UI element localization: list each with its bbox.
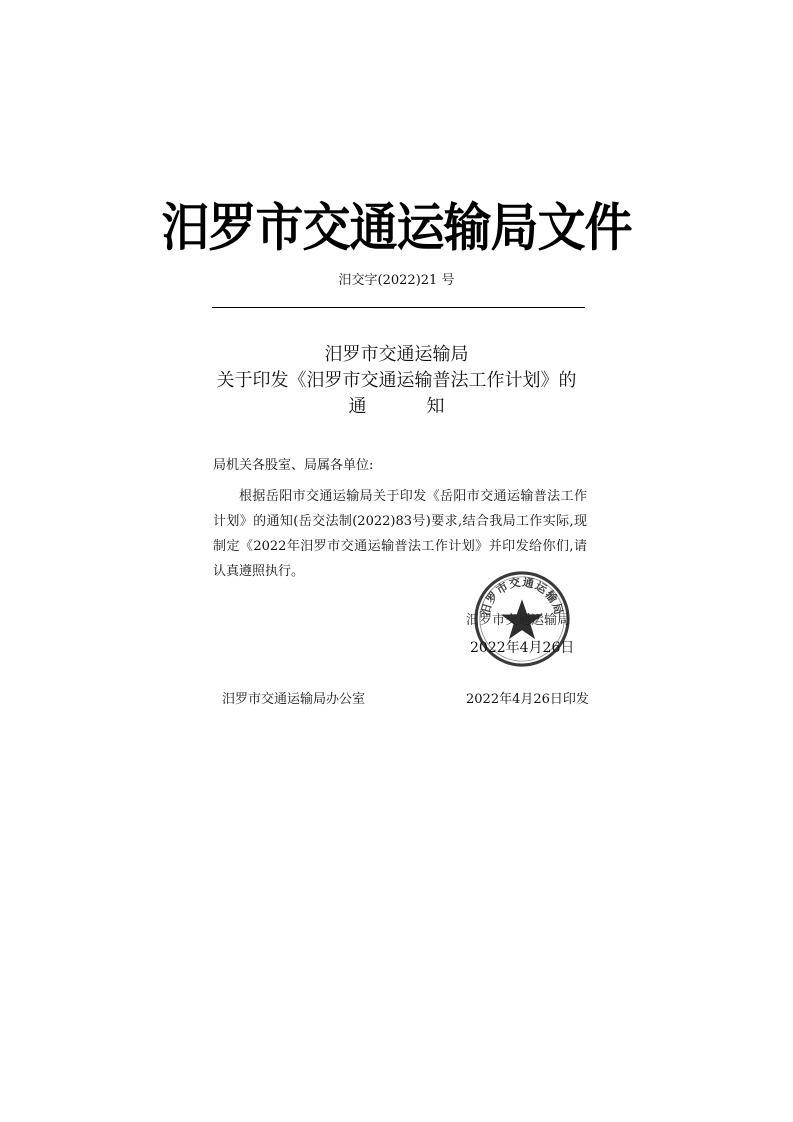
subject-char-a: 通 — [348, 396, 367, 417]
seal-text: 汨罗市交通运输局 — [478, 575, 566, 618]
subject-line-3 — [0, 394, 793, 420]
signing-date: 2022年4月26日 — [470, 640, 575, 656]
subject-char-b: 知 — [426, 396, 445, 417]
recipient-line: 局机关各股室、局属各单位: — [213, 458, 374, 473]
issuer-name: 汨罗市交通运输局 — [466, 613, 571, 628]
document-subject — [0, 342, 793, 420]
document-header-title: 汨罗市交通运输局文件 — [161, 197, 632, 259]
footer-print-date: 2022年4月26日印发 — [466, 692, 589, 707]
subject-line-2: 关于印发《汨罗市交通运输普法工作计划》的 — [216, 370, 577, 391]
document-number: 汨交字(2022)21 号 — [338, 273, 455, 288]
body-paragraph: 根据岳阳市交通运输局关于印发《岳阳市交通运输普法工作计划》的通知(岳交法制(2022)83号)要求,结合我局工作实际,现制定《2022年汨罗市交通运输普法工作计划》并印发给你们,请认真遵照执行。 — [213, 489, 587, 579]
subject-line-1: 汨罗市交通运输局 — [324, 344, 469, 365]
footer-office: 汨罗市交通运输局办公室 — [222, 692, 366, 707]
header-divider — [212, 307, 585, 308]
